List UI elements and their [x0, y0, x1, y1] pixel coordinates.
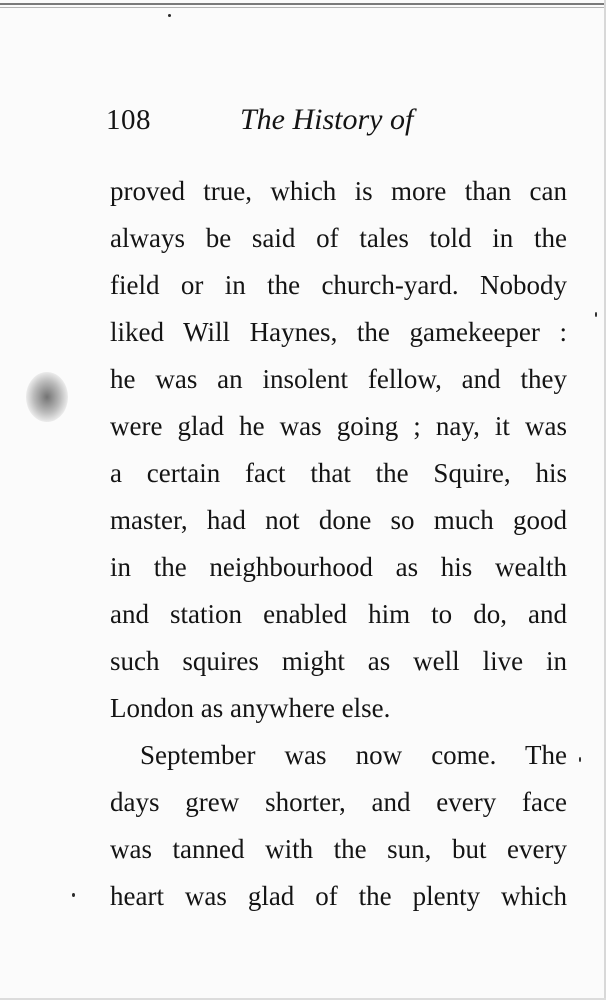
ink-smudge [26, 372, 68, 422]
ink-speck [168, 14, 171, 17]
text-line: such squires might as well live in [110, 646, 567, 676]
text-line: was tanned with the sun, but every [110, 834, 567, 864]
text-line: liked Will Haynes, the gamekeeper : [110, 317, 567, 347]
text-line-paragraph-end: London as anywhere else. [110, 693, 391, 723]
text-line: days grew shorter, and every face [110, 787, 567, 817]
text-line: field or in the church-yard. Nobody [110, 270, 567, 300]
text-line: a certain fact that the Squire, his [110, 458, 567, 488]
text-line: proved true, which is more than can [110, 176, 567, 206]
text-line: were glad he was going ; nay, it was [110, 411, 567, 441]
page-number: 108 [106, 104, 151, 136]
text-line: always be said of tales told in the [110, 223, 567, 253]
body-text [110, 168, 567, 920]
top-scan-rule [0, 3, 606, 5]
ink-speck [579, 757, 581, 762]
running-head: The History of [240, 103, 414, 136]
text-line: in the neighbourhood as his wealth [110, 552, 567, 582]
text-line: heart was glad of the plenty which [110, 881, 567, 911]
text-line: master, had not done so much good [110, 505, 567, 535]
page-header [106, 100, 436, 140]
ink-speck [72, 893, 75, 897]
text-line-paragraph-start: September was now come. The [140, 740, 567, 770]
text-line: he was an insolent fellow, and they [110, 364, 567, 394]
ink-speck [595, 312, 597, 317]
text-line: and station enabled him to do, and [110, 599, 567, 629]
top-scan-rule-secondary [0, 7, 606, 8]
